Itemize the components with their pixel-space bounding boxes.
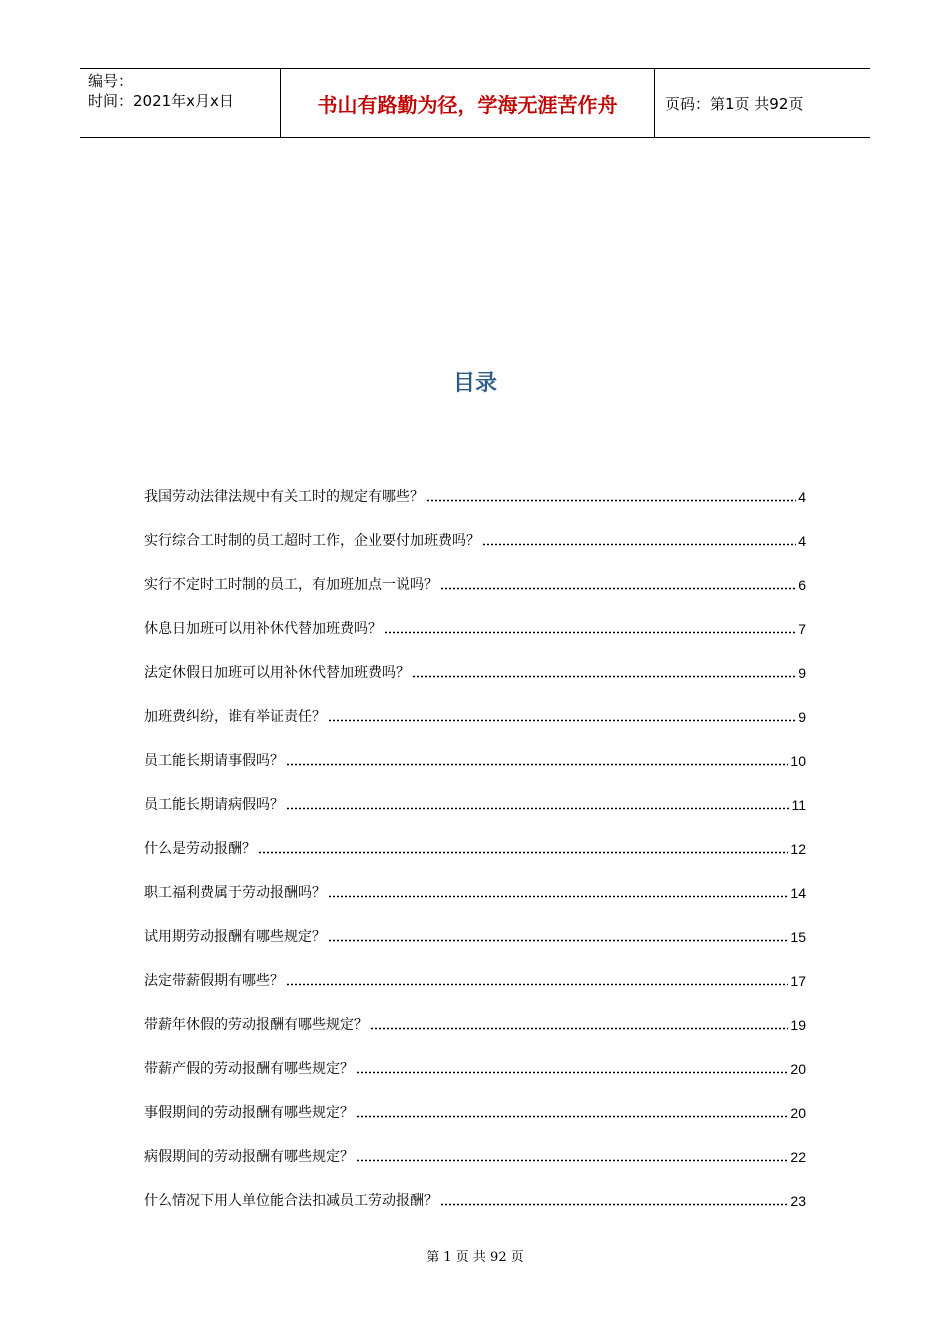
toc-entry[interactable] [144,574,806,618]
toc-entry-page: 4 [798,533,806,549]
toc-entry-page: 22 [790,1149,806,1165]
toc-leader-dots [356,1146,788,1162]
toc-entry-page: 4 [798,489,806,505]
document-header [80,68,870,138]
toc-leader-dots [286,970,788,986]
toc-entry[interactable] [144,882,806,926]
toc-entry-text: 带薪年休假的劳动报酬有哪些规定？ [144,1017,368,1033]
toc-entry[interactable] [144,706,806,750]
toc-entry-page: 20 [790,1061,806,1077]
toc-entry[interactable] [144,662,806,706]
toc-entry-text: 什么情况下用人单位能合法扣减员工劳动报酬？ [144,1193,438,1209]
toc-entry-page: 9 [798,709,806,725]
toc-entry-text: 什么是劳动报酬？ [144,841,256,857]
toc-entry-text: 实行综合工时制的员工超时工作，企业要付加班费吗？ [144,533,480,549]
toc-entry-page: 19 [790,1017,806,1033]
toc-entry-text: 加班费纠纷，谁有举证责任？ [144,709,326,725]
toc-entry[interactable] [144,486,806,530]
toc-entry[interactable] [144,1146,806,1190]
toc-entry-text: 员工能长期请病假吗？ [144,797,284,813]
toc-entry[interactable] [144,750,806,794]
toc-entry-page: 7 [798,621,806,637]
toc-leader-dots [440,1190,788,1206]
toc-entry-page: 14 [790,885,806,901]
toc-entry-text: 员工能长期请事假吗？ [144,753,284,769]
toc-leader-dots [356,1102,788,1118]
toc-entry-page: 15 [790,929,806,945]
toc-leader-dots [356,1058,788,1074]
toc-entry[interactable] [144,838,806,882]
header-meta [80,69,281,137]
toc-entry[interactable] [144,926,806,970]
toc-leader-dots [384,618,796,634]
toc-entry[interactable] [144,1058,806,1102]
toc-entry-page: 23 [790,1193,806,1209]
toc-entry[interactable] [144,530,806,574]
toc-leader-dots [440,574,796,590]
toc-entry-page: 11 [791,797,806,813]
toc-entry-page: 12 [790,841,806,857]
header-motto: 书山有路勤为径，学海无涯苦作舟 [281,69,655,137]
toc-entry-text: 休息日加班可以用补休代替加班费吗？ [144,621,382,637]
toc-leader-dots [328,926,788,942]
toc-leader-dots [426,486,796,502]
toc-entry-text: 职工福利费属于劳动报酬吗？ [144,885,326,901]
toc-entry[interactable] [144,970,806,1014]
toc-leader-dots [286,750,788,766]
toc-entry-text: 法定带薪假期有哪些？ [144,973,284,989]
toc-entry-page: 17 [790,973,806,989]
toc-entry-text: 我国劳动法律法规中有关工时的规定有哪些？ [144,489,424,505]
toc-entry-page: 9 [798,665,806,681]
toc-entry-text: 实行不定时工时制的员工，有加班加点一说吗？ [144,577,438,593]
page-footer: 第 1 页 共 92 页 [426,1250,524,1265]
toc-entry-text: 病假期间的劳动报酬有哪些规定？ [144,1149,354,1165]
toc-leader-dots [286,794,789,810]
toc-entry[interactable] [144,1014,806,1058]
toc-leader-dots [412,662,796,678]
toc-entry[interactable] [144,618,806,662]
toc-title: 目录 [452,371,497,396]
toc-entry-page: 6 [798,577,806,593]
toc-entry[interactable] [144,1190,806,1234]
number-label: 编号： [88,72,134,90]
toc-entry-text: 带薪产假的劳动报酬有哪些规定？ [144,1061,354,1077]
toc-entry[interactable] [144,1102,806,1146]
toc-leader-dots [328,706,796,722]
toc-entry[interactable] [144,794,806,838]
toc-leader-dots [258,838,788,854]
date-label: 时间：2021年x月x日 [88,92,234,110]
toc-leader-dots [328,882,788,898]
toc-entry-text: 事假期间的劳动报酬有哪些规定？ [144,1105,354,1121]
table-of-contents [144,486,806,1234]
toc-entry-page: 10 [790,753,806,769]
toc-entry-page: 20 [790,1105,806,1121]
toc-leader-dots [482,530,796,546]
toc-leader-dots [370,1014,788,1030]
header-page-info: 页码：第1页 共92页 [665,94,804,113]
toc-entry-text: 法定休假日加班可以用补休代替加班费吗？ [144,665,410,681]
toc-entry-text: 试用期劳动报酬有哪些规定？ [144,929,326,945]
